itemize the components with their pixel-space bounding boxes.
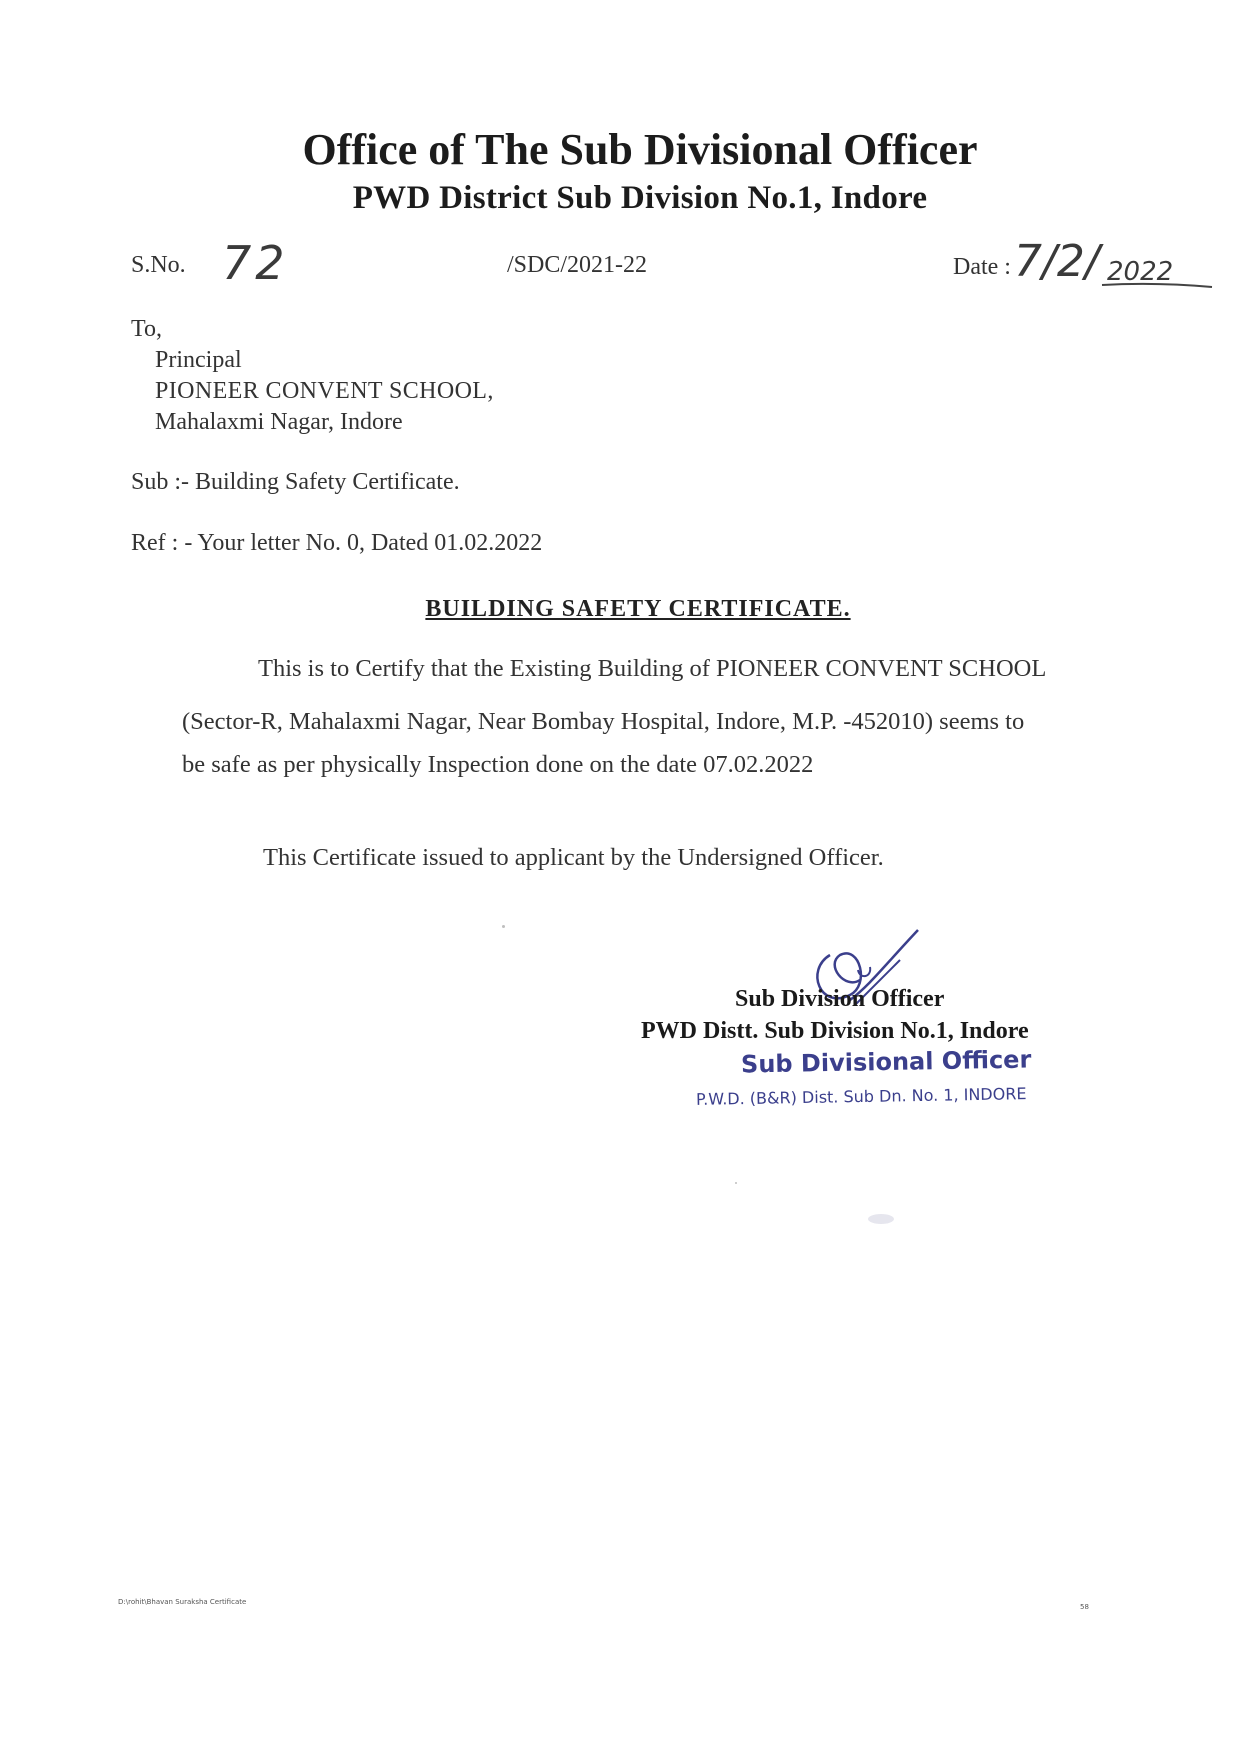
subject-line: Sub :- Building Safety Certificate. xyxy=(131,469,460,495)
recipient-to: To, xyxy=(131,316,162,342)
reference-code: /SDC/2021-22 xyxy=(507,252,648,278)
office-title: Office of The Sub Divisional Officer xyxy=(302,125,978,174)
scan-speck xyxy=(502,925,505,928)
scan-smudge xyxy=(868,1214,894,1224)
serial-number-handwritten: 72 xyxy=(222,236,289,290)
date-underline-stroke xyxy=(1100,280,1215,290)
date-label: Date : xyxy=(953,254,1011,280)
issuance-statement: This Certificate issued to applicant by the Undersigned Officer. xyxy=(263,844,884,871)
signatory-title: Sub Division Officer xyxy=(735,986,945,1012)
date-handwritten: 7/2/ xyxy=(1014,236,1100,287)
recipient-line-3: Mahalaxmi Nagar, Indore xyxy=(155,409,403,435)
signatory-office: PWD Distt. Sub Division No.1, Indore xyxy=(641,1018,1029,1044)
footer-page-mark: 58 xyxy=(1080,1603,1089,1611)
certificate-paragraph-line-2: (Sector-R, Mahalaxmi Nagar, Near Bombay Hospital, Indore, M.P. -452010) seems to xyxy=(182,708,1025,735)
reference-line: Ref : - Your letter No. 0, Dated 01.02.2022 xyxy=(131,530,543,556)
scan-speck xyxy=(735,1182,737,1184)
certificate-paragraph-line-3: be safe as per physically Inspection done on the date 07.02.2022 xyxy=(182,751,814,778)
official-stamp-title: Sub Divisional Officer xyxy=(740,1045,1032,1079)
serial-number-label: S.No. xyxy=(131,252,186,278)
office-subtitle: PWD District Sub Division No.1, Indore xyxy=(352,180,928,216)
recipient-line-1: Principal xyxy=(155,347,242,373)
date-year-handwritten: 2022 xyxy=(1107,257,1174,287)
recipient-line-2: PIONEER CONVENT SCHOOL, xyxy=(155,378,494,404)
official-stamp-office: P.W.D. (B&R) Dist. Sub Dn. No. 1, INDORE xyxy=(695,1084,1027,1109)
certificate-heading: BUILDING SAFETY CERTIFICATE. xyxy=(425,596,851,622)
footer-file-path: D:\rohit\Bhavan Suraksha Certificate xyxy=(118,1598,247,1606)
certificate-paragraph-line-1: This is to Certify that the Existing Building of PIONEER CONVENT SCHOOL xyxy=(258,655,1047,682)
